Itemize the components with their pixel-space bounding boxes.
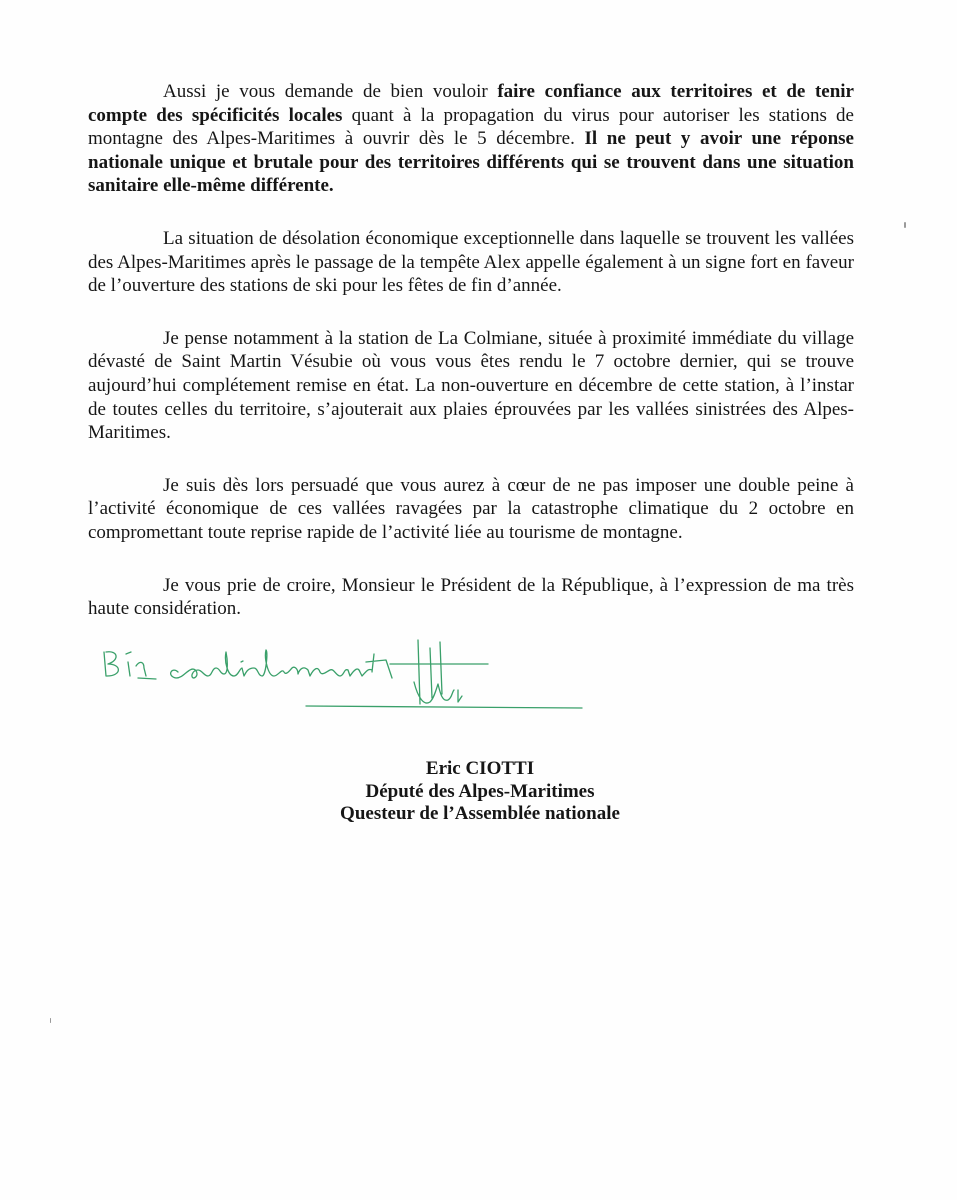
handwritten-signature [96,632,596,722]
scan-speck [904,222,906,228]
signatory-name: Eric CIOTTI [425,758,535,779]
scan-speck [50,1018,51,1023]
signatory-title-depute: Député des Alpes-Maritimes [365,780,595,802]
paragraph-request-intro: Aussi je vous demande de bien vouloir [163,81,498,102]
paragraph-la-colmiane-text: Je pense notamment à la station de La Colmiane, située à proximité immédiate du village dévasté de Saint Martin Vésubie où vous vous êtes rendu le 7 octobre dernier, qui se trouve aujourd’hui complétement remise en état. La non-ouverture en décembre de cette station, à l’instar de toutes celles du territoire, s’ajouterait aux plaies éprouvées par les vallées sinistrées des Alpes-Maritimes. [88,327,854,444]
letter-body [88,80,854,650]
handwriting-letter-en [136,662,156,679]
signatory-title-questeur: Questeur de l’Assemblée nationale [340,803,620,824]
signature-block [290,758,670,826]
paragraph-closing-formula [88,574,854,621]
handwriting-letter-i [126,652,131,676]
paragraph-request [88,80,854,198]
paragraph-request-emphasis-2: Il ne peut y avoir une réponse nationale unique et brutale pour des territoires différents qui se trouvent dans une situation sanitaire elle-même différente. [88,128,854,197]
paragraph-request-emphasis-1: faire confiance aux territoires et de tenir compte des spécificités locales [88,81,854,126]
signature-lower-line [306,706,582,708]
handwriting-accent-dot [241,661,243,662]
paragraph-double-peine [88,474,854,545]
paragraph-double-peine-text: Je suis dès lors persuadé que vous aurez à cœur de ne pas imposer une double peine à l’activité économique de ces vallées ravagées par la catastrophe climatique du 2 octobre en compromettant toute reprise rapide de l’activité liée au tourisme de montagne. [88,474,854,543]
paragraph-la-colmiane [88,327,854,445]
handwriting-word-cordialement [171,650,392,678]
handwritten-signature-drawing [96,632,596,722]
paragraph-closing-formula-text: Je vous prie de croire, Monsieur le Président de la République, à l’expression de ma très haute considération. [88,574,854,620]
paragraph-economic-situation-text: La situation de désolation économique exceptionnelle dans laquelle se trouvent les vallées des Alpes-Maritimes après le passage de la tempête Alex appelle également à un signe fort en faveur de l’ouverture des stations de ski pour les fêtes de fin d’année. [88,227,854,297]
signature-strokes [414,640,462,704]
paragraph-economic-situation [88,227,854,298]
paragraph-request-middle: quant à la propagation du virus pour autoriser les stations de montagne des Alpes-Maritimes à ouvrir dès le 5 décembre. [88,104,854,150]
handwriting-letter-b [104,652,118,676]
